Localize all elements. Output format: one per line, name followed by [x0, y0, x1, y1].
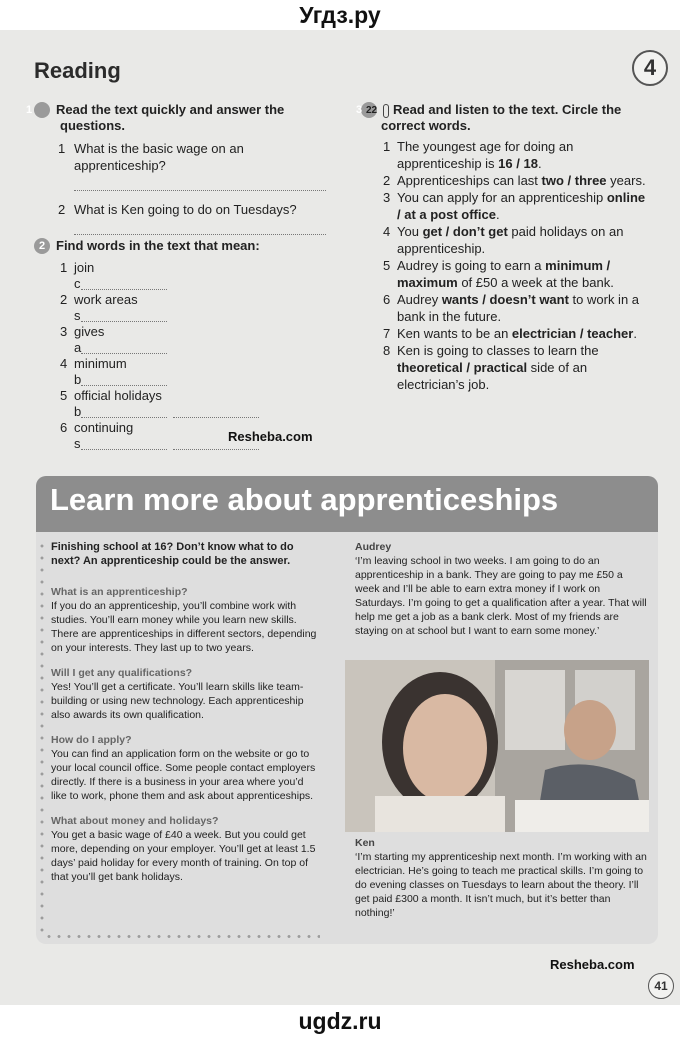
article-section-heading: What about money and holidays?	[51, 815, 219, 827]
statement-item: 4 You get / don’t get paid holidays on an apprenticeship.	[383, 224, 624, 256]
audio-track-icon[interactable]: 22	[383, 104, 389, 118]
exercise-2	[34, 238, 334, 452]
article-section-text: You get a basic wage of £40 a week. But you could get more, depending on your employer. You’ll get at least 1.5 days’ paid holiday for every month of training. On top of that you’ll get bank holidays.	[51, 829, 316, 883]
audrey-block	[355, 540, 647, 638]
exercise-3	[355, 102, 651, 393]
article-section-heading: How do I apply?	[51, 734, 132, 746]
ken-block	[355, 836, 647, 920]
article-section-heading: What is an apprenticeship?	[51, 586, 188, 598]
word-item: 1 join	[60, 260, 95, 275]
speaker-quote: ‘I’m leaving school in two weeks. I am going to do an apprenticeship in a bank. They are going to pay me £50 a week and I’ll be able to earn extra money if I work on Saturdays. I’m going to get a qualification after a year. That will help me get a job as a bank clerk. Most of my friends are staying on at school but I want to earn some money.’	[355, 555, 647, 637]
exercise-3-instruction: 3 22 Read and listen to the text. Circle the correct words.	[355, 102, 622, 133]
exercise-1	[25, 102, 334, 235]
students-photo	[345, 660, 649, 832]
question-text: What is the basic wage on an apprenticeship?	[74, 141, 244, 173]
watermark-text: Resheba.com	[228, 429, 313, 444]
article-lead: Finishing school at 16? Don’t know what to do next? An apprenticeship could be the answer.	[51, 541, 294, 567]
answer-line[interactable]	[74, 176, 326, 191]
question-item: 1 What is the basic wage on an apprenticeship?	[58, 141, 244, 173]
dotted-border	[44, 934, 320, 939]
answer-field[interactable]: s	[74, 436, 334, 452]
dotted-border	[40, 540, 44, 936]
choice-options[interactable]: 16 / 18	[498, 156, 538, 171]
statement-item: 1 The youngest age for doing an apprenticeship is 16 / 18.	[383, 139, 574, 171]
word-item: 2 work areas	[60, 292, 138, 307]
exercise-2-instruction: 2 Find words in the text that mean:	[34, 238, 334, 254]
answer-line[interactable]	[81, 308, 167, 322]
article-section-text: You can find an application form on the website or go to your local council office. Some people contact employers directly. If there is a business in your area where you’d like to work, phone them and ask about apprenticeships.	[51, 748, 316, 802]
article-section-text: If you do an apprenticeship, you’ll combine work with studies. You’ll earn money while you learn new skills. There are apprenticeships in different sectors, depending on your interests. They last up to two years.	[51, 600, 317, 654]
word-item: 5 official holidays	[60, 388, 162, 403]
choice-options[interactable]: online / at a post office	[397, 190, 646, 222]
answer-line[interactable]	[173, 404, 259, 418]
page-number: 41	[648, 973, 674, 999]
answer-line[interactable]	[81, 404, 167, 418]
statement-item: 2 Apprenticeships can last two / three years.	[383, 173, 646, 188]
answer-line[interactable]	[81, 276, 167, 290]
answer-field[interactable]: c	[74, 276, 334, 292]
exercise-number-badge: 2	[34, 238, 50, 254]
exercise-number-badge: 3	[361, 102, 377, 118]
choice-options[interactable]: get / don’t get	[422, 224, 508, 239]
article-banner	[36, 476, 658, 532]
question-item: 2 What is Ken going to do on Tuesdays?	[58, 202, 297, 217]
speaker-name: Audrey	[355, 541, 392, 553]
article-left-column	[51, 540, 321, 884]
speaker-quote: ‘I’m starting my apprenticeship next month. I’m working with an electrician. He’s going to teach me practical skills. I’m going to do evening classes on Tuesdays to learn about the theory. I’ll get paid £300 a month. It isn’t much, but it’s better than nothing!’	[355, 851, 647, 919]
unit-badge: 4	[632, 50, 668, 86]
answer-line[interactable]	[74, 220, 326, 235]
answer-field[interactable]: s	[74, 308, 334, 324]
answer-line[interactable]	[81, 340, 167, 354]
answer-field[interactable]: b	[74, 372, 334, 388]
statement-item: 3 You can apply for an apprenticeship online / at a post office.	[383, 190, 646, 222]
students-photo-illustration	[345, 660, 649, 832]
statement-item: 8 Ken is going to classes to learn the theoretical / practical side of an electrician’s job.	[383, 343, 599, 392]
answer-field[interactable]: b	[74, 404, 334, 420]
header-site-name: Угдз.ру	[299, 2, 381, 28]
choice-options[interactable]: two / three	[541, 173, 607, 188]
answer-line[interactable]	[81, 436, 167, 450]
choice-options[interactable]: electrician / teacher	[511, 326, 634, 341]
choice-options[interactable]: theoretical / practical	[397, 360, 528, 375]
exercise-number-badge: 1	[34, 102, 50, 118]
answer-line[interactable]	[81, 372, 167, 386]
statement-item: 5 Audrey is going to earn a minimum / maximum of £50 a week at the bank.	[383, 258, 614, 290]
choice-options[interactable]: minimum / maximum	[397, 258, 611, 290]
section-title: Reading	[34, 58, 121, 83]
article-section-text: Yes! You’ll get a certificate. You’ll learn skills like team-building or using new technology. Each apprenticeship also awards its own qualification.	[51, 681, 304, 721]
answer-field[interactable]: a	[74, 340, 334, 356]
footer-site-name: ugdz.ru	[298, 1008, 382, 1034]
word-item: 3 gives	[60, 324, 105, 339]
watermark-text: Resheba.com	[550, 957, 635, 972]
choice-options[interactable]: wants / doesn’t want	[441, 292, 569, 307]
question-text: What is Ken going to do on Tuesdays?	[74, 202, 297, 217]
word-item: 4 minimum	[60, 356, 127, 371]
word-item: 6 continuing	[60, 420, 134, 435]
speaker-name: Ken	[355, 837, 375, 849]
statement-item: 7 Ken wants to be an electrician / teacher.	[383, 326, 637, 341]
article-title: Learn more about apprenticeships	[50, 482, 559, 517]
statement-item: 6 Audrey wants / doesn’t want to work in a bank in the future.	[383, 292, 640, 324]
exercise-1-instruction: 1 Read the text quickly and answer the questions.	[25, 102, 285, 133]
article-section-heading: Will I get any qualifications?	[51, 667, 193, 679]
